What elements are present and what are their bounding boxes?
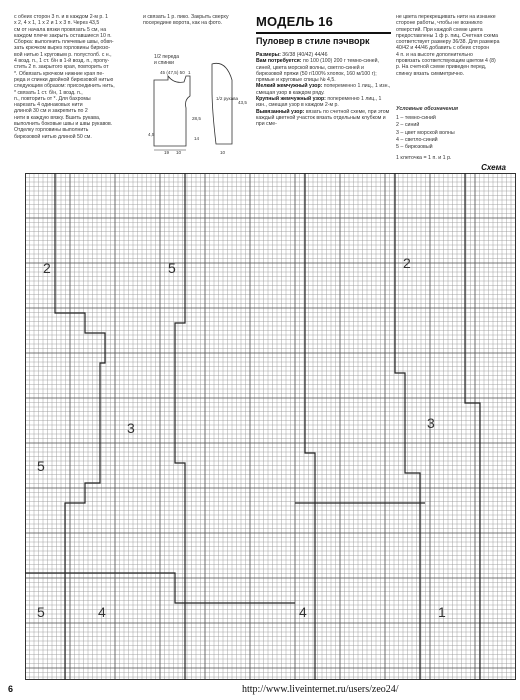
instructions-middle-text [143,14,265,34]
description-paragraph [256,109,391,128]
description-term: Крупный жемчужный узор: [256,96,326,103]
text-line: провязать соответствующим цветом 4 (8) [396,58,496,65]
model-description [256,52,391,167]
chart-color-number: 3 [127,420,135,436]
model-title-rule [256,32,391,34]
pattern-piece-diagram [146,50,254,158]
legend-item: 1 – темно-синий [396,115,436,122]
text-line: посередине ворота, как на фото. [143,20,223,27]
description-paragraph [256,96,391,109]
chart-color-number: 5 [37,458,45,474]
diagram-label: 4,5 [148,132,155,137]
chart-color-number: 4 [299,604,307,620]
text-line: см от начала вязки провязать 5 см, на [14,26,107,33]
chart-color-number: 2 [43,260,51,276]
text-line: не цвета перекрещивать нити на изнанке [396,14,496,20]
chart-color-number: 2 [403,255,411,271]
text-line: х 2, 4 х 1, 1 х 2 и 1 х 3 п. Через 43,5 [14,20,100,27]
description-paragraph [256,58,391,83]
text-line: и связать 1 р. пико. Закрыть сверху [143,14,229,20]
description-paragraph [256,83,391,96]
description-term: Вам потребуется: [256,58,302,65]
chart-color-number: 4 [98,604,106,620]
text-line: р. На счетной схеме приведен перед, [396,64,487,71]
text-line: * связать 1 ст. б/н, 1 возд. п., [14,89,83,96]
chart-color-number: 5 [37,604,45,620]
text-line: вой нитью 1 круговым р. полустолб. с н., [14,51,112,58]
legend-item: 5 – бирюзовый [396,144,433,151]
text-line: Отделку горловины выполнить [14,127,89,134]
model-title: МОДЕЛЬ 16 [256,14,334,29]
text-line: 40/42 и 44/46 добавить с обеих сторон [396,45,490,52]
description-term: Размеры: [256,52,281,58]
diagram-label: 45 (47,5) 50 [160,70,185,75]
text-line: бирюзовой нитью длиной 50 см. [14,133,92,140]
chart-color-number: 5 [168,260,176,276]
text-line: следующим образом: присоединить нить, [14,83,115,90]
legend [396,106,508,162]
diagram-label: 1 [188,70,191,75]
text-line: спинку вязать симметрично. [396,70,465,77]
text-line: *. Обвязать крючком нижние края пе- [14,70,104,77]
description-text: по 100 (100) 200 г темно-синей, синей, цвета морской волны, светло-синей и бирюзовой пряжи (50 г/100% хлопок, 160 м/100 г); прямые и круговые спицы № 4,5. [256,58,379,84]
knitting-chart [25,173,516,680]
legend-item: 2 – синий [396,122,420,129]
diagram-label: 43,5 [238,100,247,105]
text-line: соответствует размеру 36/38. Для размера [396,39,500,46]
diagram-label: 14 [194,136,200,141]
description-text: попеременно 1 лиц., 1 изн., смещая узор в каждом ряду. [256,83,391,96]
legend-item: 3 – цвет морской волны [396,129,455,136]
diagram-label: 1/2 рукава [216,96,239,101]
description-term: Мелкий жемчужный узор: [256,83,323,90]
text-line: Сборка: выполнить плечевые швы, обвя- [14,39,114,46]
diagram-label: 10 [176,150,182,155]
text-line: нарезать 4 одинаковых нити [14,102,83,109]
description-term: Вывязанный узор: [256,108,305,115]
diagram-label: 28,5 [192,116,201,121]
text-line: отверстий. При каждой схеме цвета [396,26,483,33]
source-url: http://www.liveinternet.ru/users/zeo24/ [242,684,399,695]
legend-note: 1 клеточка = 1 п. и 1 р. [396,155,452,162]
legend-item: 4 – светло-синий [396,136,438,143]
text-line: нити в каждую вязку. Вшить рукава, [14,114,101,121]
description-text: вязать по счетной схеме, при этом каждый цветной участок вязать отдельным клубком и при сме- [256,108,390,128]
text-line: с обеих сторон 3 п. и в каждом 2-м р. 1 [14,14,109,20]
text-line: п., повторить от *. Для бахромы [14,95,91,102]
instructions-left-column [14,14,134,152]
diagram-label: 10 [220,150,226,155]
text-line: предоставлены 1 ф р. пиц. Счетная схема [396,32,499,39]
diagram-title-line1: 1/2 переда [154,54,179,60]
text-line: стить 2 п. закрытого края, повторить от [14,64,109,71]
text-line: длиной 30 см и закрепить по 2 [14,108,88,115]
text-line: реда и спинки двойной бирюзовой нитью [14,76,114,83]
scheme-label: Схема [481,163,506,172]
legend-title: Условные обозначения [396,106,459,112]
text-line: зать крючком вырез горловины бирюзо- [14,45,111,52]
chart-color-boundaries [25,173,480,680]
model-subtitle: Пуловер в стиле пэчворк [256,36,370,46]
text-line: каждом плече закрыть оставшиеся 10 п. [14,32,112,39]
description-text: 36/38 (40/42) 44/46 [280,52,328,58]
description-text: попеременно 1 лиц., 1 изн., смещая узор в каждом 2-м р. [256,96,382,109]
text-line: выполнить боковые швы и швы рукавов. [14,121,113,128]
text-line: 4 возд. п., 1 ст. б/н в 1-й возд. п., пропу- [14,58,110,65]
page-number: 6 [8,684,14,694]
text-line: стороне работы, чтобы не возникло [396,20,483,27]
chart-color-number: 1 [438,604,446,620]
text-line: 4 п. и на высоте дополнительно [396,51,473,58]
diagram-label: 19 [164,150,170,155]
diagram-title-line2: и спинки [154,60,174,66]
chart-color-number: 3 [427,415,435,431]
